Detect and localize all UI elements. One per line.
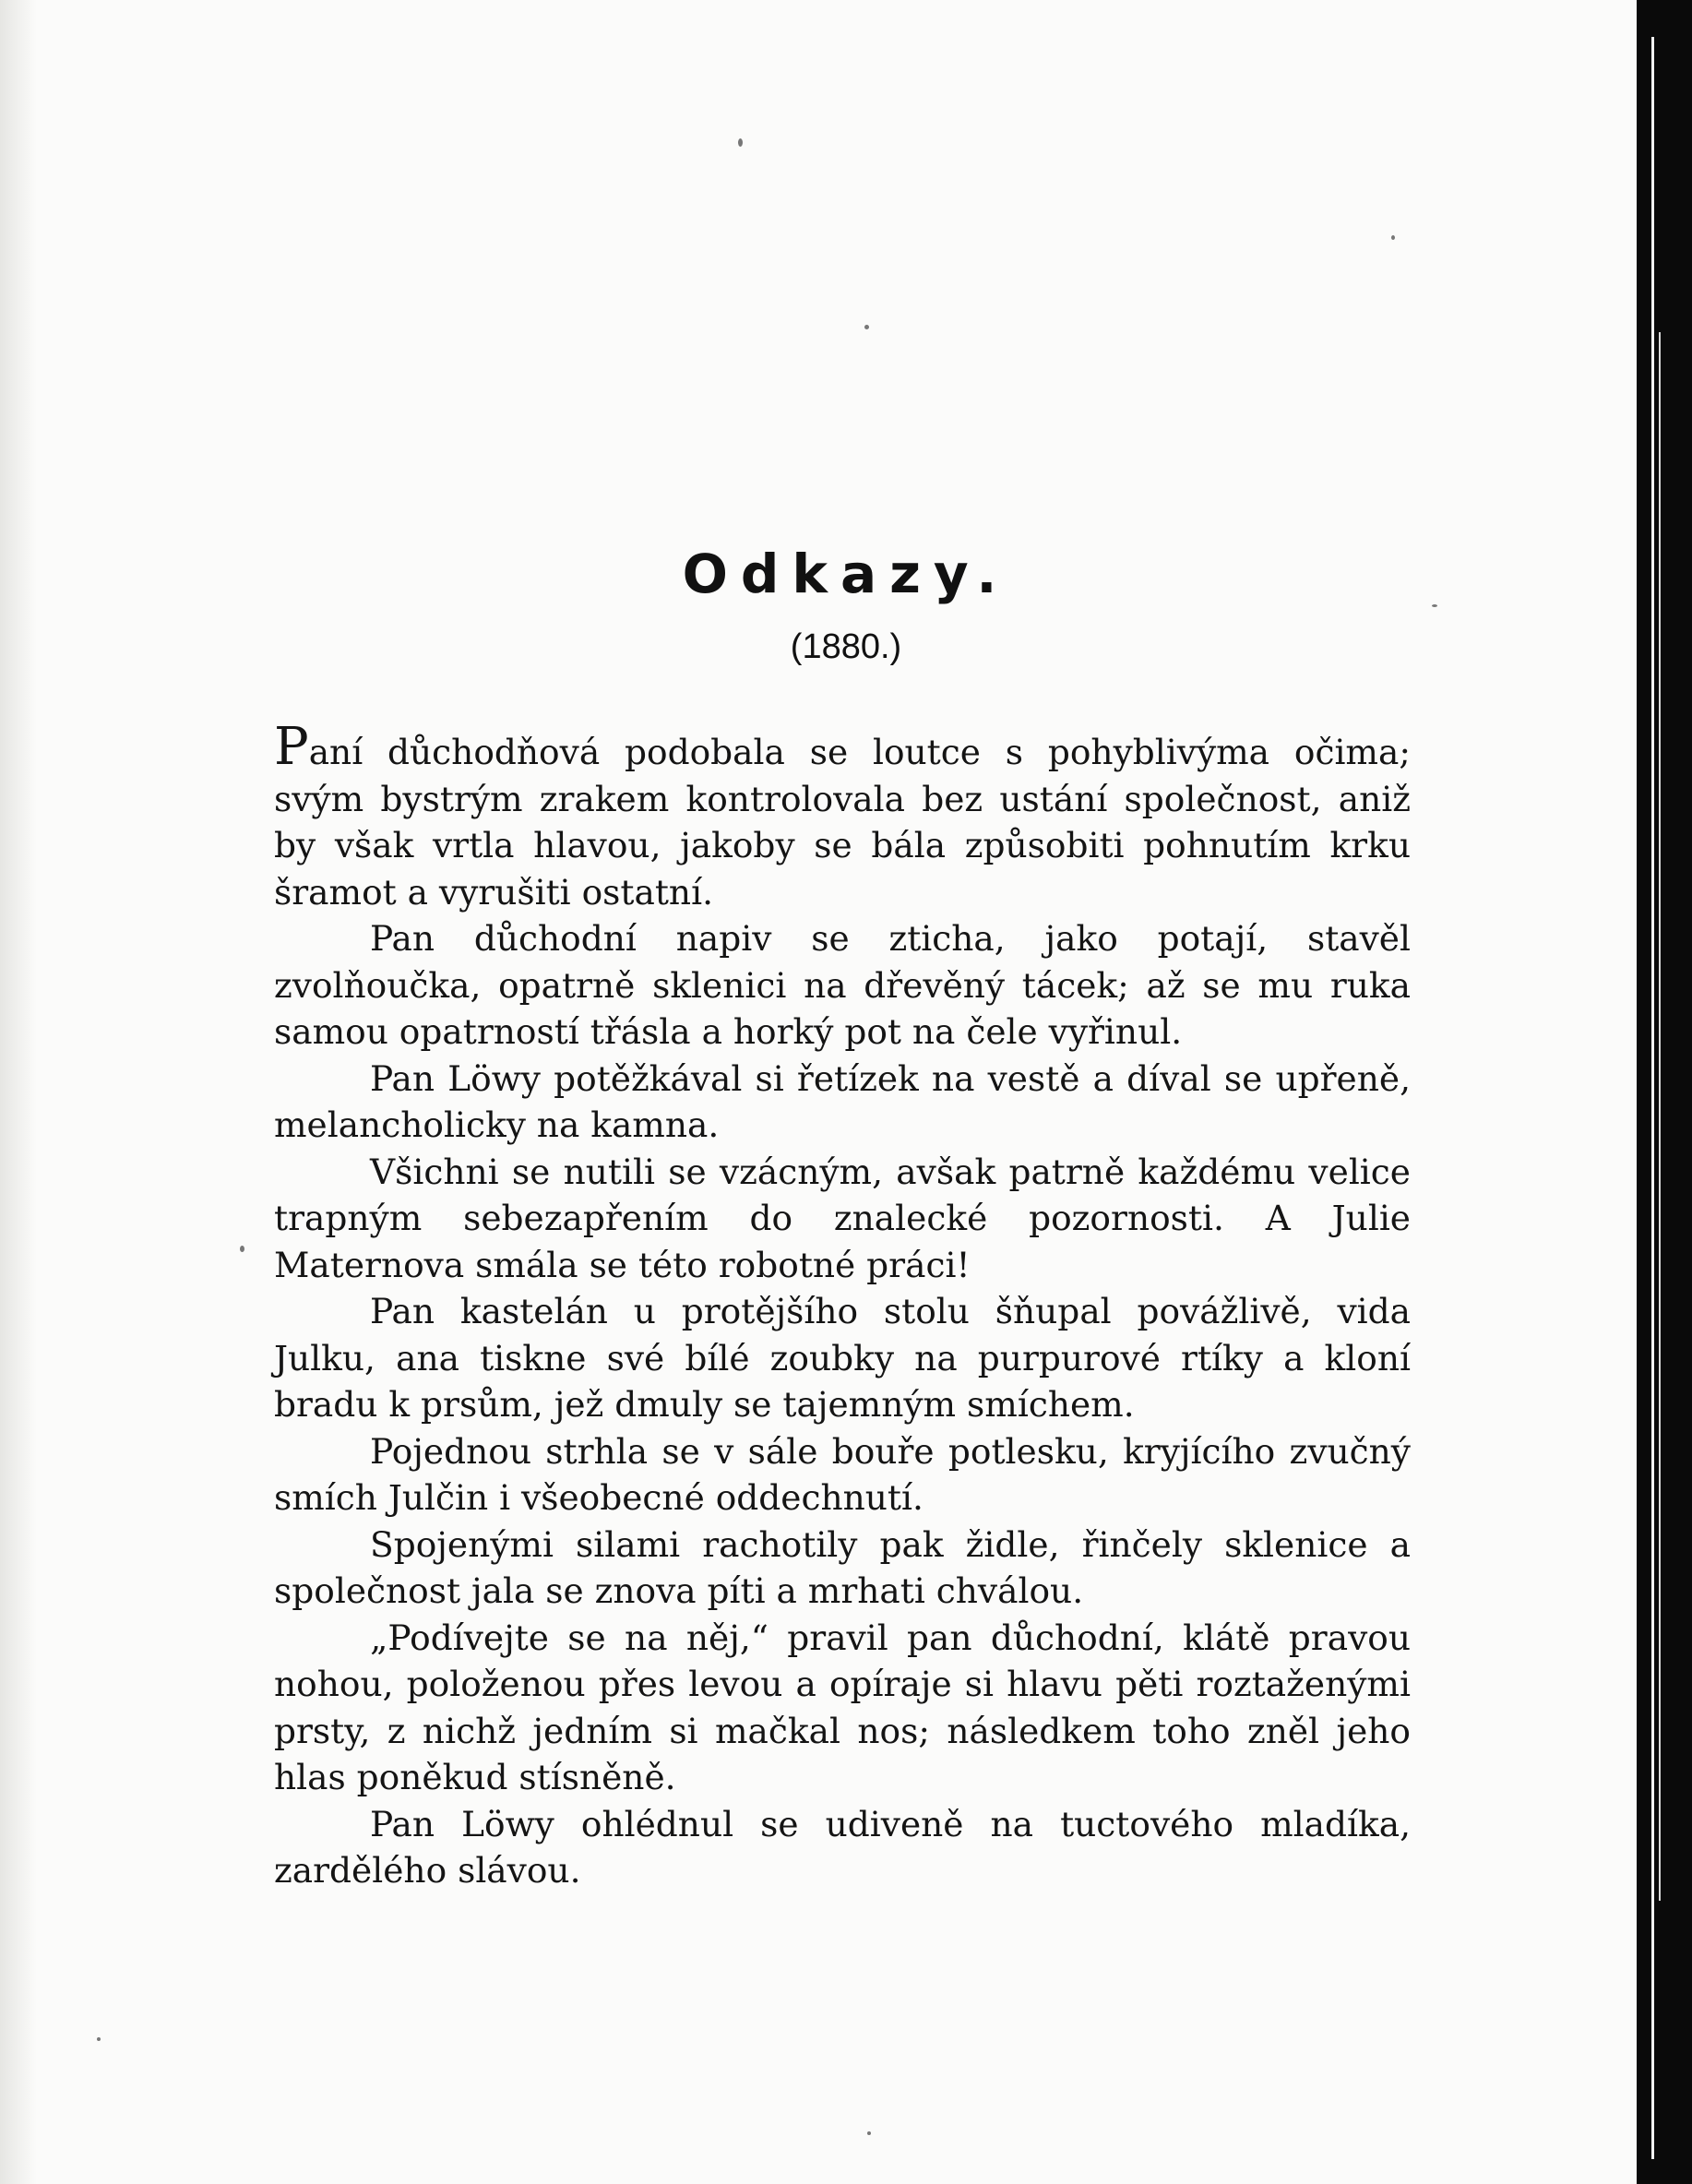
paragraph-8: „Podívejte se na něj,“ pravil pan důchodní, klátě pravou nohou, položenou přes levou a opíraje si hlavu pěti roztaženými prsty, z nichž jedním si mačkal nos; následkem toho zněl jeho hlas poněkud stísněně. bbox=[274, 1617, 1411, 1797]
body-text bbox=[274, 717, 1411, 1894]
paragraph-1 bbox=[274, 717, 1411, 915]
paragraph-text: aní důchodňová podobala se loutce s pohyblivýma očima; svým bystrým zrakem kontrolovala bez ustání společnost, aniž by však vrtla hlavou, jakoby se bála způsobiti pohnutím krku šramot a vyrušiti ostatní. bbox=[274, 732, 1411, 913]
chapter-year: (1880.) bbox=[790, 627, 902, 666]
paragraph-9: Pan Löwy ohlédnul se udiveně na tuctového mladíka, zardělého slávou. bbox=[274, 1803, 1411, 1891]
paper-speck bbox=[867, 2131, 871, 2135]
paper-speck bbox=[738, 138, 743, 147]
page-edge-shadow bbox=[0, 0, 37, 2184]
paragraph-2: Pan důchodní napiv se zticha, jako potají, stavěl zvolňoučka, opatrně sklenici na dřevěný tácek; až se mu ruka samou opatrností třásla a horký pot na čele vyřinul. bbox=[274, 918, 1411, 1052]
spine-edge-line bbox=[1659, 332, 1661, 1901]
paragraph-3: Pan Löwy potěžkával si řetízek na vestě a díval se upřeně, melancholicky na kamna. bbox=[274, 1057, 1411, 1145]
paper-speck bbox=[864, 325, 869, 329]
spine-edge-line bbox=[1651, 37, 1654, 2159]
chapter-title: Odkazy. bbox=[682, 543, 1010, 605]
paragraph-6: Pojednou strhla se v sále bouře potlesku, kryjícího zvučný smích Julčin i všeobecné oddechnutí. bbox=[274, 1430, 1411, 1518]
paragraph-4: Všichni se nutili se vzácným, avšak patrně každému velice trapným sebezapřením do znalecké pozornosti. A Julie Maternova smála se této robotné práci! bbox=[274, 1151, 1411, 1285]
paragraph-5: Pan kastelán u protějšího stolu šňupal povážlivě, vida Julku, ana tiskne své bílé zoubky na purpurové rtíky a kloní bradu k prsům, jež dmuly se tajemným smíchem. bbox=[274, 1291, 1411, 1425]
paper-speck bbox=[240, 1246, 244, 1252]
initial-letter: P bbox=[274, 717, 309, 777]
paper-speck bbox=[1391, 235, 1395, 240]
book-spine bbox=[1637, 0, 1692, 2184]
paper-speck bbox=[1432, 604, 1437, 607]
paragraph-7: Spojenými silami rachotily pak židle, řinčely sklenice a společnost jala se znova píti a mrhati chválou. bbox=[274, 1523, 1411, 1611]
paper-speck bbox=[97, 2037, 101, 2041]
